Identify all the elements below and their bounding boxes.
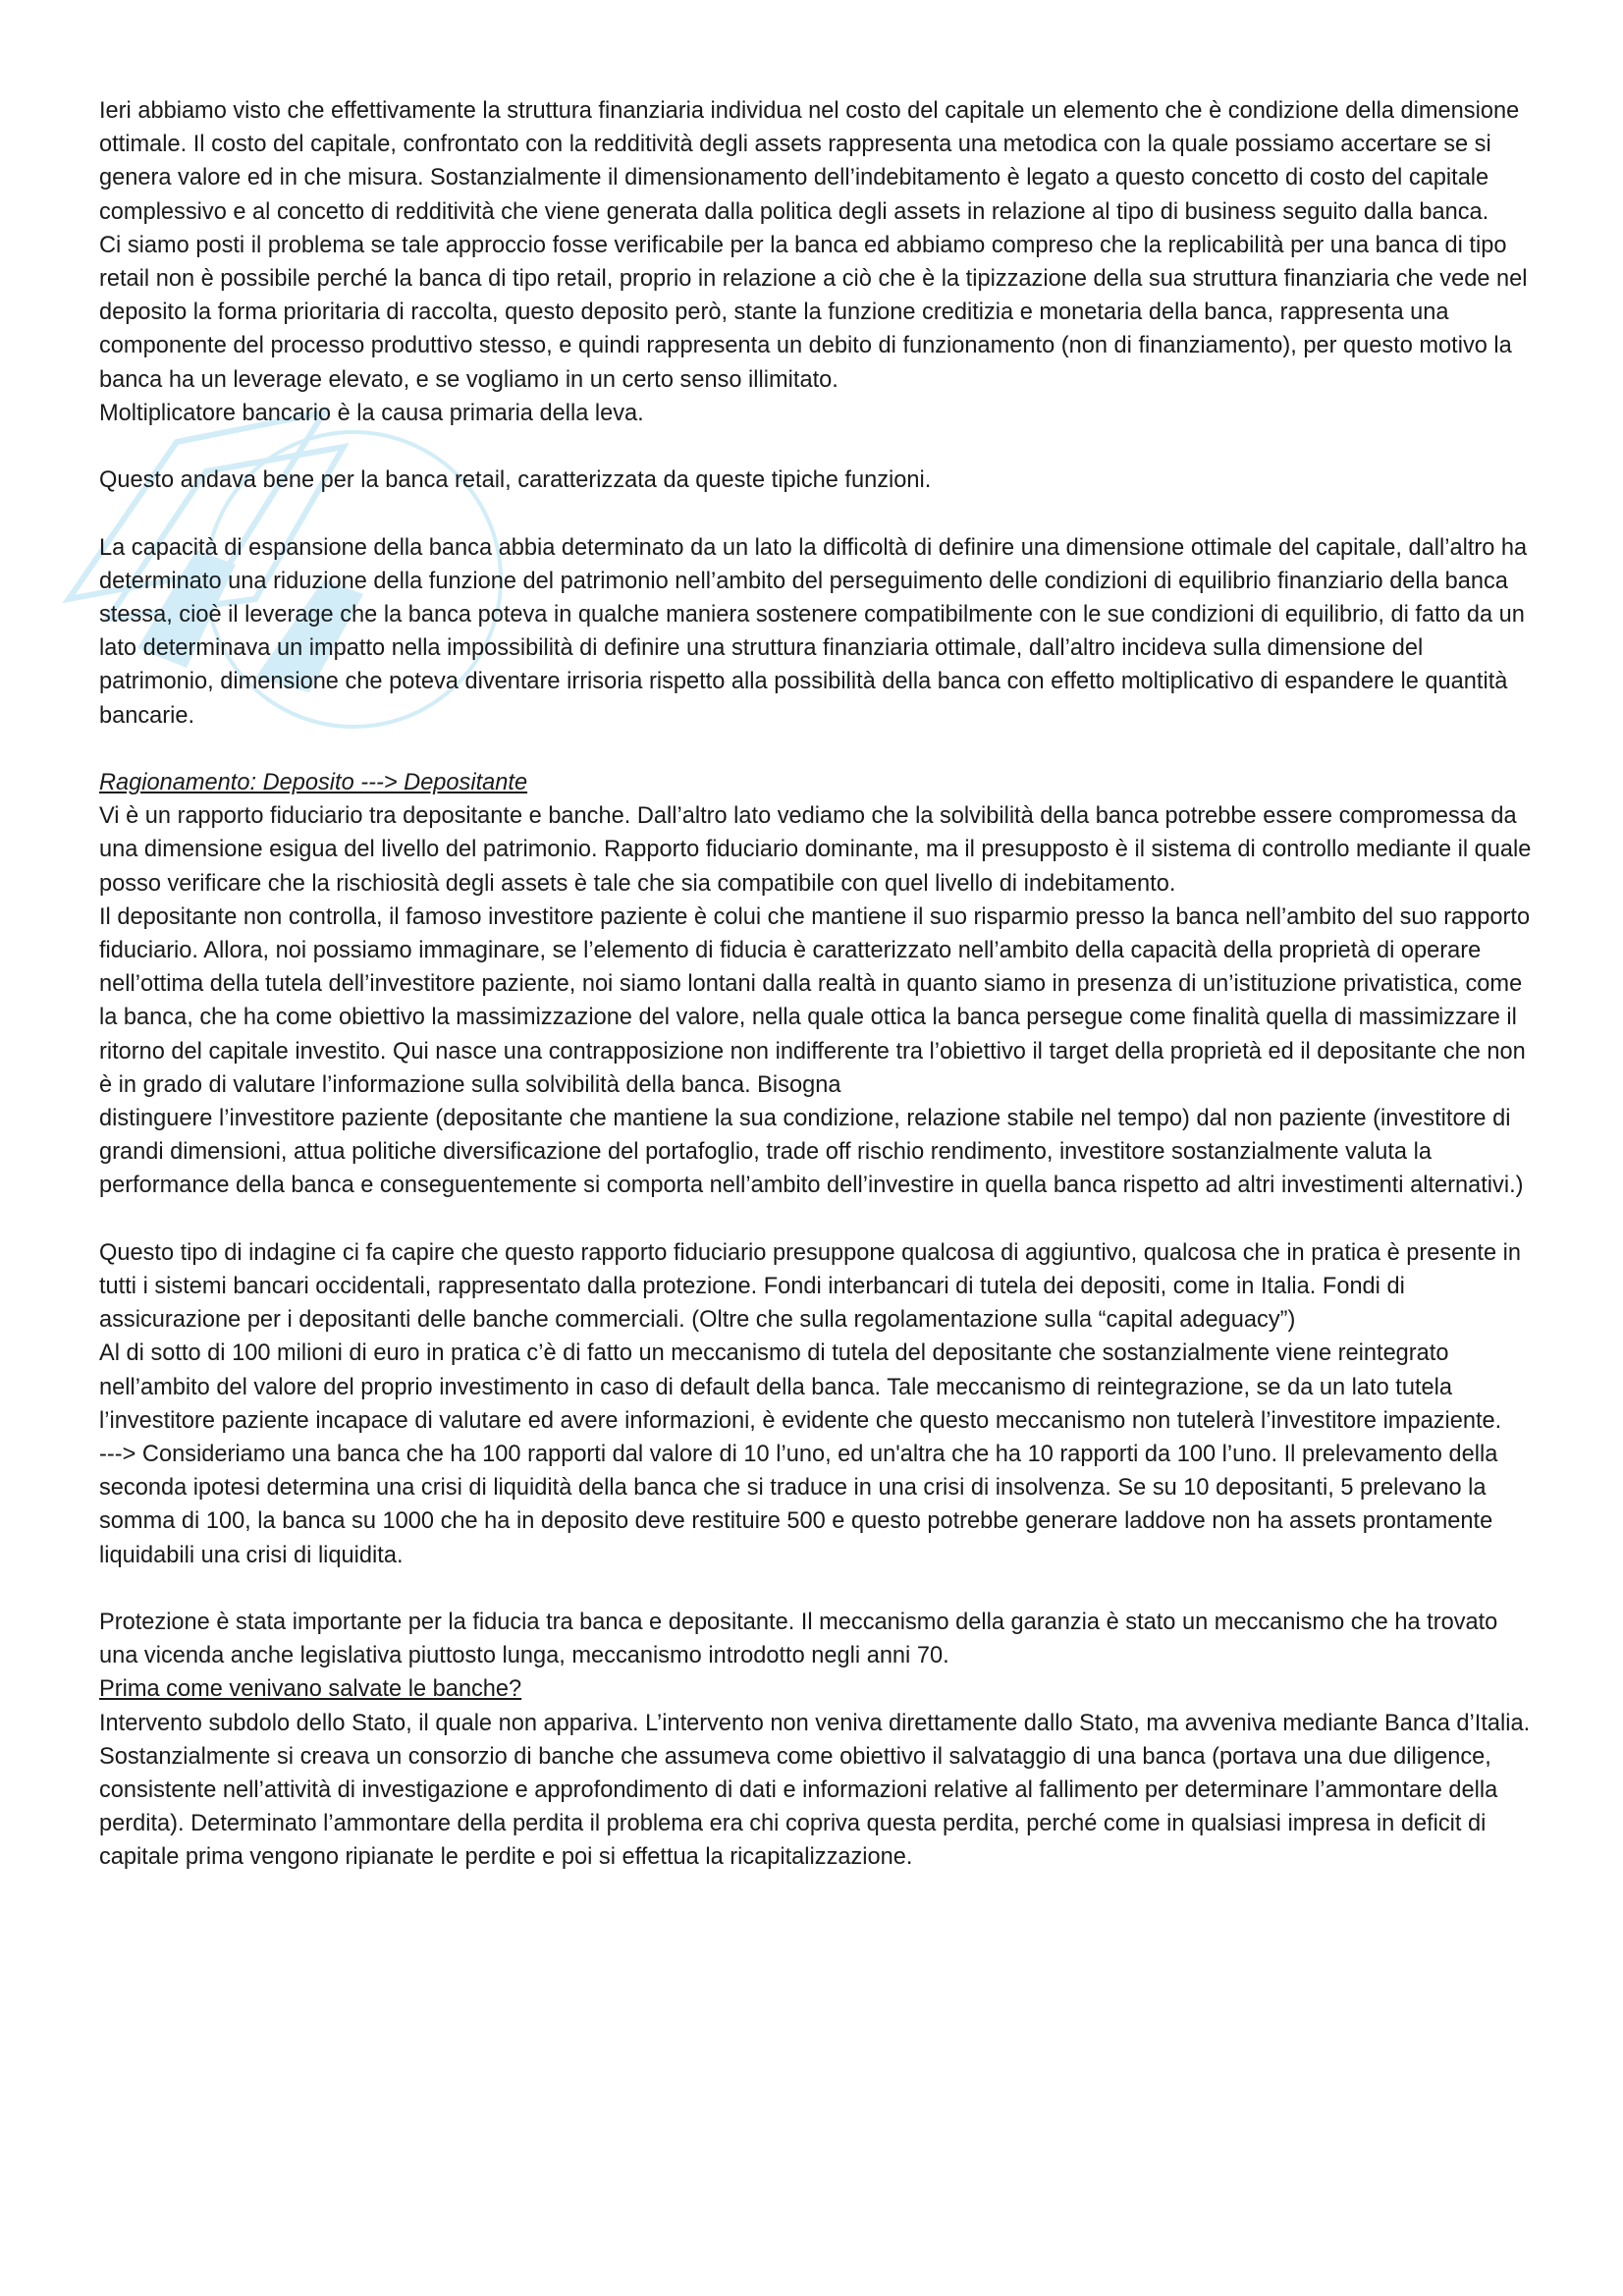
paragraph: distinguere l’investitore paziente (depositante che mantiene la sua condizione, relazione stabile nel tempo) dal non paziente (investitore di grandi dimensioni, attua politiche diversificazione del portafoglio, trade off rischio rendimento, investitore sostanzialmente valuta la performance della banca e conseguentemente si comporta nell’ambito dell’investire in quella banca rispetto ad altri investimenti alternativi.) bbox=[99, 1106, 1524, 1199]
paragraph: Intervento subdolo dello Stato, il quale non appariva. L’intervento non veniva direttamente dallo Stato, ma avveniva mediante Banca d’Italia. Sostanzialmente si creava un consorzio di banche che assumeva come obiettivo il salvataggio di una banca (portava una due diligence, consistente nell’attività di investigazione e approfondimento di dati e informazioni relative al fallimento per determinare l’ammontare della perdita). Determinato l’ammontare della perdita il problema era chi copriva questa perdita, perché come in qualsiasi impresa in deficit di capitale prima vengono ripianate le perdite e poi si effettua la ricapitalizzazione. bbox=[99, 1710, 1531, 1871]
section-heading: Ragionamento: Deposito ---> Depositante bbox=[99, 770, 528, 796]
paragraph: Vi è un rapporto fiduciario tra depositante e banche. Dall’altro lato vediamo che la solvibilità della banca potrebbe essere compromessa da una dimensione esigua del livello del patrimonio. Rapporto fiduciario dominante, ma il presupposto è il sistema di controllo mediante il quale posso verificare che la rischiosità degli assets è tale che sia compatibile con quel livello di indebitamento. bbox=[99, 803, 1532, 897]
paragraph-gap bbox=[99, 497, 1542, 530]
paragraph: ---> Consideriamo una banca che ha 100 rapporti dal valore di 10 l’uno, ed un'altra che ha 10 rapporti da 100 l’uno. Il prelevamento della seconda ipotesi determina una crisi di liquidità della banca che si traduce in una crisi di insolvenza. Se su 10 depositanti, 5 prelevano la somma di 100, la banca su 1000 che ha in deposito deve restituire 500 e questo potrebbe generare laddove non ha assets prontamente liquidabili una crisi di liquidita. bbox=[99, 1442, 1498, 1568]
paragraph: Ci siamo posti il problema se tale approccio fosse verificabile per la banca ed abbiamo compreso che la replicabilità per una banca di tipo retail non è possibile perché la banca di tipo retail, proprio in relazione a ciò che è la tipizzazione della sua struttura finanziaria che vede nel deposito la forma prioritaria di raccolta, questo deposito però, stante la funzione creditizia e monetaria della banca, rappresenta una componente del processo produttivo stesso, e quindi rappresenta un debito di funzionamento (non di finanziamento), per questo motivo la banca ha un leverage elevato, e se vogliamo in un certo senso illimitato. bbox=[99, 232, 1528, 393]
paragraph: La capacità di espansione della banca abbia determinato da un lato la difficoltà di definire una dimensione ottimale del capitale, dall’altro ha determinato una riduzione della funzione del patrimonio nell’ambito del perseguimento delle condizioni di equilibrio finanziario della banca stessa, cioè il leverage che la banca poteva in qualche maniera sostenere compatibilmente con le sue condizioni di equilibrio, di fatto da un lato determinava un impatto nella impossibilità di definire una struttura finanziaria ottimale, dall’altro incideva sulla dimensione del patrimonio, dimensione che poteva diventare irrisoria rispetto alla possibilità della banca con effetto moltiplicativo di espandere le quantità bancarie. bbox=[99, 534, 1528, 729]
paragraph: Questo andava bene per la banca retail, caratterizzata da queste tipiche funzioni. bbox=[99, 467, 932, 494]
paragraph: Protezione è stata importante per la fiducia tra banca e depositante. Il meccanismo della garanzia è stato un meccanismo che ha trovato una vicenda anche legislativa piuttosto lunga, meccanismo introdotto negli anni 70. bbox=[99, 1610, 1498, 1669]
paragraph: Il depositante non controlla, il famoso investitore paziente è colui che mantiene il suo risparmio presso la banca nell’ambito del suo rapporto fiduciario. Allora, noi possiamo immaginare, se l’elemento di fiducia è caratterizzato nell’ambito della capacità della proprietà di operare nell’ottima della tutela dell’investitore paziente, noi siamo lontani dalla realtà in quanto siamo in presenza di un’istituzione privatistica, come la banca, che ha come obiettivo la massimizzazione del valore, nella quale ottica la banca persegue come finalità quella di massimizzare il ritorno del capitale investito. Qui nasce una contrapposizione non indifferente tra l’obiettivo il target della proprietà ed il depositante che non è in grado di valutare l’informazione sulla solvibilità della banca. Bisogna bbox=[99, 903, 1531, 1098]
paragraph-gap bbox=[99, 430, 1542, 464]
paragraph: Moltiplicatore bancario è la causa primaria della leva. bbox=[99, 400, 644, 426]
paragraph-gap bbox=[99, 1572, 1542, 1606]
paragraph: Ieri abbiamo visto che effettivamente la struttura finanziaria individua nel costo del capitale un elemento che è condizione della dimensione ottimale. Il costo del capitale, confrontato con la redditività degli assets rappresenta una metodica con la quale possiamo accertare se si genera valore ed in che misura. Sostanzialmente il dimensionamento dell’indebitamento è legato a questo concetto di costo del capitale complessivo e al concetto di redditività che viene generata dalla politica degli assets in relazione al tipo di business seguito dalla banca. bbox=[99, 98, 1520, 225]
paragraph: Questo tipo di indagine ci fa capire che questo rapporto fiduciario presuppone qualcosa di aggiuntivo, qualcosa che in pratica è presente in tutti i sistemi bancari occidentali, rappresentato dalla protezione. Fondi interbancari di tutela dei depositi, come in Italia. Fondi di assicurazione per i depositanti delle banche commerciali. (Oltre che sulla regolamentazione sulla “capital adeguacy”) bbox=[99, 1239, 1522, 1334]
paragraph-gap bbox=[99, 1203, 1542, 1236]
paragraph-gap bbox=[99, 733, 1542, 766]
section-heading: Prima come venivano salvate le banche? bbox=[99, 1676, 522, 1703]
document-body bbox=[99, 94, 1542, 1875]
paragraph: Al di sotto di 100 milioni di euro in pratica c’è di fatto un meccanismo di tutela del depositante che sostanzialmente viene reintegrato nell’ambito del valore del proprio investimento in caso di default della banca. Tale meccanismo di reintegrazione, se da un lato tutela l’investitore paziente incapace di valutare ed avere informazioni, è evidente che questo meccanismo non tutelerà l’investitore impaziente. bbox=[99, 1340, 1502, 1434]
